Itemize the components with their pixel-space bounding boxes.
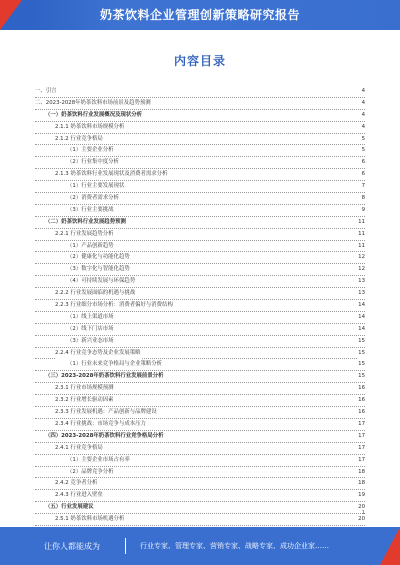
toc-entry[interactable]: [35, 110, 365, 122]
page-number: 1: [361, 510, 365, 516]
toc-entry[interactable]: [35, 383, 365, 395]
toc-entry-label: 2.2.1 行业发展趋势分析: [55, 229, 115, 240]
toc-entry-page: 12: [357, 264, 365, 275]
footer-tagline: 行业专家、管理专家、营销专家、战略专家、成功企业家……: [140, 542, 329, 550]
toc-entry-label: 2.2.4 行业竞争态势及企业发展策略: [55, 348, 142, 359]
toc-title: 内容目录: [173, 54, 226, 68]
toc-entry-label: 2.4.1 行业竞争格局: [55, 443, 104, 454]
toc-entry-page: 16: [357, 407, 365, 418]
toc-entry-page: 15: [357, 371, 365, 382]
toc-entry-page: 17: [357, 443, 365, 454]
toc-entry-page: 17: [357, 431, 365, 442]
toc-entry-label: 2.2.3 行业细分市场分析：消费者偏好与消费结构: [55, 300, 174, 311]
footer-red-accent: [380, 527, 400, 565]
toc-entry-label: （1）产品创新趋势: [67, 241, 115, 252]
toc-entry[interactable]: [35, 478, 365, 490]
toc-entry-label: 2.1.1 奶茶饮料市场规模分析: [55, 122, 125, 133]
toc-entry-label: （2）线下门店市场: [67, 324, 115, 335]
toc-entry-page: 20: [357, 502, 365, 513]
toc-entry[interactable]: [35, 205, 365, 217]
toc-entry-label: 2.2.2 行业发展面临的机遇与挑战: [55, 288, 136, 299]
toc-entry-label: 2.3.2 行业增长驱动因素: [55, 395, 115, 406]
toc-entry-label: （2）品牌竞争分析: [67, 467, 115, 478]
toc-entry-label: 2.3.4 行业挑战：市场竞争与成本压力: [55, 419, 147, 430]
toc-entry-page: 6: [361, 157, 365, 168]
toc-entry-label: （四）2023-2028年奶茶饮料行业竞争格局分析: [45, 431, 165, 442]
toc-entry-label: （3）数字化与智能化趋势: [67, 264, 131, 275]
toc-entry[interactable]: [35, 419, 365, 431]
toc-entry-page: 17: [357, 419, 365, 430]
toc-entry-page: 15: [357, 359, 365, 370]
toc-entry-label: （二）奶茶饮料行业发展趋势预测: [45, 217, 127, 228]
toc-entry-label: 2.1.2 行业竞争格局: [55, 134, 104, 145]
toc-entry-page: 13: [357, 288, 365, 299]
toc-entry[interactable]: [35, 157, 365, 169]
toc-entry[interactable]: [35, 181, 365, 193]
toc-entry-label: （1）主要企业分析: [67, 145, 115, 156]
toc-entry[interactable]: [35, 264, 365, 276]
toc-entry[interactable]: [35, 455, 365, 467]
toc-entry-page: 16: [357, 395, 365, 406]
toc-entry-label: （4）可持续发展与环保趋势: [67, 276, 136, 287]
toc-entry-label: 2.4.2 竞争者分析: [55, 478, 98, 489]
toc-entry-page: 4: [361, 110, 365, 121]
toc-entry[interactable]: [35, 300, 365, 312]
toc-entry[interactable]: [35, 98, 365, 110]
toc-entry[interactable]: [35, 490, 365, 502]
toc-entry-page: 14: [357, 324, 365, 335]
toc-entry[interactable]: [35, 359, 365, 371]
footer-slogan: 让你人都能成为: [44, 542, 100, 551]
toc-entry-page: 12: [357, 252, 365, 263]
toc-entry-page: 5: [361, 134, 365, 145]
toc-entry-label: 2.3.1 行业市场规模预测: [55, 383, 115, 394]
toc-entry[interactable]: [35, 169, 365, 181]
toc-entry-label: （3）新兴业态市场: [67, 336, 115, 347]
toc-entry[interactable]: [35, 122, 365, 134]
toc-entry-label: （3）行业主要挑战: [67, 205, 115, 216]
toc-entry-page: 19: [357, 490, 365, 501]
toc-entry[interactable]: [35, 371, 365, 383]
toc-entry-page: 11: [357, 229, 365, 240]
toc-entry[interactable]: [35, 145, 365, 157]
toc-entry[interactable]: [35, 312, 365, 324]
toc-entry[interactable]: [35, 229, 365, 241]
toc-entry-label: 2.5.1 奶茶饮料市场机遇分析: [55, 514, 125, 525]
page-footer: [0, 527, 400, 565]
toc-entry-label: 2.3.3 行业发展机遇：产品创新与品牌建设: [55, 407, 158, 418]
toc-entry[interactable]: [35, 467, 365, 479]
toc-entry[interactable]: [35, 324, 365, 336]
toc-entry-page: 14: [357, 312, 365, 323]
toc-entry-page: 18: [357, 478, 365, 489]
toc-entry-page: 14: [357, 300, 365, 311]
toc-entry[interactable]: [35, 431, 365, 443]
toc-entry[interactable]: [35, 336, 365, 348]
toc-entry[interactable]: [35, 86, 365, 98]
toc-entry-page: 13: [357, 276, 365, 287]
toc-entry[interactable]: [35, 407, 365, 419]
toc-entry[interactable]: [35, 252, 365, 264]
toc-entry-page: 15: [357, 336, 365, 347]
toc-entry-label: （1）行业未来竞争格局与企业策略分析: [67, 359, 163, 370]
table-of-contents: [35, 86, 365, 562]
toc-entry[interactable]: [35, 395, 365, 407]
toc-entry-label: （一）奶茶饮料行业发展概况及现状分析: [45, 110, 143, 121]
toc-entry-page: 6: [361, 169, 365, 180]
toc-entry-page: 8: [361, 193, 365, 204]
toc-entry-label: （1）线上渠道市场: [67, 312, 115, 323]
toc-entry-page: 17: [357, 455, 365, 466]
toc-entry-label: （2）行业集中度分析: [67, 157, 120, 168]
toc-entry-label: 二、2023-2028年奶茶饮料市场前景及趋势预测: [35, 98, 152, 109]
toc-entry[interactable]: [35, 193, 365, 205]
toc-entry[interactable]: [35, 241, 365, 253]
page-header: [0, 0, 400, 34]
toc-entry[interactable]: [35, 348, 365, 360]
toc-entry-page: 15: [357, 348, 365, 359]
toc-entry-label: 2.1.3 奶茶饮料行业发展现状及消费者需求分析: [55, 169, 168, 180]
toc-entry-label: 一、引言: [35, 86, 58, 97]
toc-entry-page: 5: [361, 145, 365, 156]
toc-entry-label: （2）健康化与功能化趋势: [67, 252, 131, 263]
toc-entry-label: （1）主要企业市场占有率: [67, 455, 131, 466]
footer-divider: [125, 538, 126, 554]
toc-entry-page: 18: [357, 467, 365, 478]
toc-entry-label: （五）行业发展建议: [45, 502, 95, 513]
toc-entry[interactable]: [35, 288, 365, 300]
toc-entry[interactable]: [35, 443, 365, 455]
toc-entry-label: （1）行业主要发展现状: [67, 181, 125, 192]
document-page: [35, 38, 365, 523]
toc-entry-page: 20: [357, 514, 365, 525]
toc-entry[interactable]: [35, 134, 365, 146]
toc-entry-page: 11: [357, 217, 365, 228]
toc-entry-page: 11: [357, 241, 365, 252]
toc-entry-label: （2）消费者需求分析: [67, 193, 120, 204]
toc-entry-page: 16: [357, 383, 365, 394]
toc-entry-page: 4: [361, 86, 365, 97]
toc-entry[interactable]: [35, 217, 365, 229]
toc-entry-label: （三）2023-2028年奶茶饮料行业发展前景分析: [45, 371, 165, 382]
toc-entry-page: 9: [361, 205, 365, 216]
report-title: 奶茶饮料企业管理创新策略研究报告: [99, 8, 300, 22]
toc-entry-label: 2.4.3 行业进入壁垒: [55, 490, 104, 501]
toc-entry[interactable]: [35, 276, 365, 288]
toc-entry-page: 4: [361, 98, 365, 109]
toc-entry-page: 7: [361, 181, 365, 192]
toc-entry-page: 4: [361, 122, 365, 133]
